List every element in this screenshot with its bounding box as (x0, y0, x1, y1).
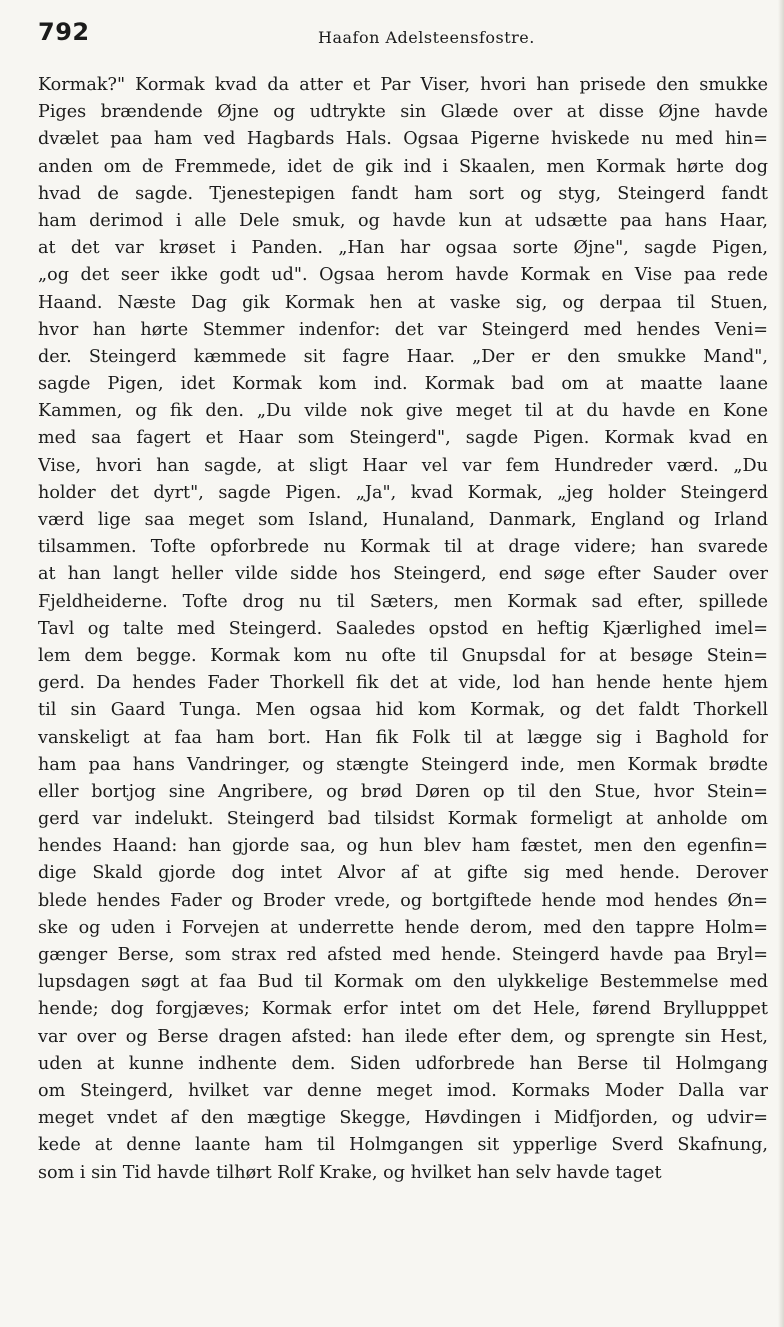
text-line: værd lige saa meget som Island, Hunaland, Danmark, England og Irland (38, 510, 768, 530)
text-line: gænger Berse, som strax red afsted med hende. Steingerd havde paa Bryl= (38, 945, 768, 965)
text-line: med saa fagert et Haar som Steingerd", sagde Pigen. Kormak kvad en (38, 428, 768, 449)
text-line: „og det seer ikke godt ud". Ogsaa herom havde Kormak en Vise paa rede (38, 265, 768, 286)
body-text (38, 72, 768, 1312)
text-line: at det var krøset i Panden. „Han har ogsaa sorte Øjne", sagde Pigen, (38, 238, 768, 259)
text-line: ske og uden i Forvejen at underrette hende derom, med den tappre Holm= (38, 917, 768, 938)
text-line: som i sin Tid havde tilhørt Rolf Krake, og hvilket han selv havde taget (38, 1162, 662, 1183)
text-line: ham paa hans Vandringer, og stængte Steingerd inde, men Kormak brødte (38, 754, 768, 775)
text-line: Kammen, og fik den. „Du vilde nok give meget til at du havde en Kone (38, 401, 768, 422)
text-line: lem dem begge. Kormak kom nu ofte til Gnupsdal for at besøge Stein= (38, 645, 768, 666)
text-line: hendes Haand: han gjorde saa, og hun blev ham fæstet, men den egenfin= (38, 836, 768, 857)
text-line: kede at denne laante ham til Holmgangen sit ypperlige Sverd Skafnung, (38, 1135, 768, 1156)
text-line: vanskeligt at faa ham bort. Han fik Folk til at lægge sig i Baghold for (38, 727, 768, 748)
text-line: Vise, hvori han sagde, at sligt Haar vel var fem Hundreder værd. „Du (38, 455, 768, 476)
text-line: gerd. Da hendes Fader Thorkell fik det at vide, lod han hende hente hjem (38, 673, 768, 694)
text-line: blede hendes Fader og Broder vrede, og bortgiftede hende mod hendes Øn= (38, 890, 768, 911)
text-line: dige Skald gjorde dog intet Alvor af at gifte sig med hende. Derover (38, 863, 768, 884)
text-line: holder det dyrt", sagde Pigen. „Ja", kvad Kormak, „jeg holder Steingerd (38, 482, 768, 503)
text-line: Piges brændende Øjne og udtrykte sin Glæde over at disse Øjne havde (38, 102, 768, 123)
text-line: Fjeldheiderne. Tofte drog nu til Sæters, men Kormak sad efter, spillede (38, 591, 768, 612)
text-line: hende; dog forgjæves; Kormak erfor intet om det Hele, førend Bryllupppet (38, 999, 768, 1020)
text-line: lupsdagen søgt at faa Bud til Kormak om den ulykkelige Bestemmelse med (38, 972, 768, 993)
page-number: 792 (38, 18, 90, 46)
text-line: ham derimod i alle Dele smuk, og havde kun at udsætte paa hans Haar, (38, 210, 768, 231)
text-line: dvælet paa ham ved Hagbards Hals. Ogsaa Pigerne hviskede nu med hin= (38, 129, 768, 150)
running-head: Haafon Adelsteensfostre. (318, 28, 535, 47)
text-line: tilsammen. Tofte opforbrede nu Kormak til at drage videre; han svarede (38, 537, 768, 558)
text-line: Tavl og talte med Steingerd. Saaledes opstod en heftig Kjærlighed imel= (38, 618, 768, 639)
text-line: eller bortjog sine Angribere, og brød Døren op til den Stue, hvor Stein= (38, 781, 768, 802)
text-line: meget vndet af den mægtige Skegge, Høvdingen i Midfjorden, og udvir= (38, 1108, 768, 1129)
page-edge-shadow (778, 0, 784, 1327)
text-line: om Steingerd, hvilket var denne meget imod. Kormaks Moder Dalla var (38, 1080, 768, 1101)
text-line: Kormak?" Kormak kvad da atter et Par Viser, hvori han prisede den smukke (38, 75, 768, 95)
page-header (38, 18, 768, 58)
text-line: der. Steingerd kæmmede sit fagre Haar. „Der er den smukke Mand", (38, 346, 768, 367)
text-line: hvad de sagde. Tjenestepigen fandt ham sort og styg, Steingerd fandt (38, 183, 768, 204)
text-line: anden om de Fremmede, idet de gik ind i Skaalen, men Kormak hørte dog (38, 156, 768, 177)
text-line: til sin Gaard Tunga. Men ogsaa hid kom Kormak, og det faldt Thorkell (38, 700, 768, 721)
text-line: at han langt heller vilde sidde hos Steingerd, end søge efter Sauder over (38, 564, 768, 585)
text-line: sagde Pigen, idet Kormak kom ind. Kormak bad om at maatte laane (38, 374, 768, 395)
text-line: uden at kunne indhente dem. Siden udforbrede han Berse til Holmgang (38, 1053, 768, 1074)
text-line: var over og Berse dragen afsted: han ilede efter dem, og sprengte sin Hest, (38, 1026, 768, 1047)
text-line: gerd var indelukt. Steingerd bad tilsidst Kormak formeligt at anholde om (38, 809, 768, 830)
text-line: hvor han hørte Stemmer indenfor: det var Steingerd med hendes Veni= (38, 319, 768, 340)
text-line: Haand. Næste Dag gik Kormak hen at vaske sig, og derpaa til Stuen, (38, 292, 768, 313)
